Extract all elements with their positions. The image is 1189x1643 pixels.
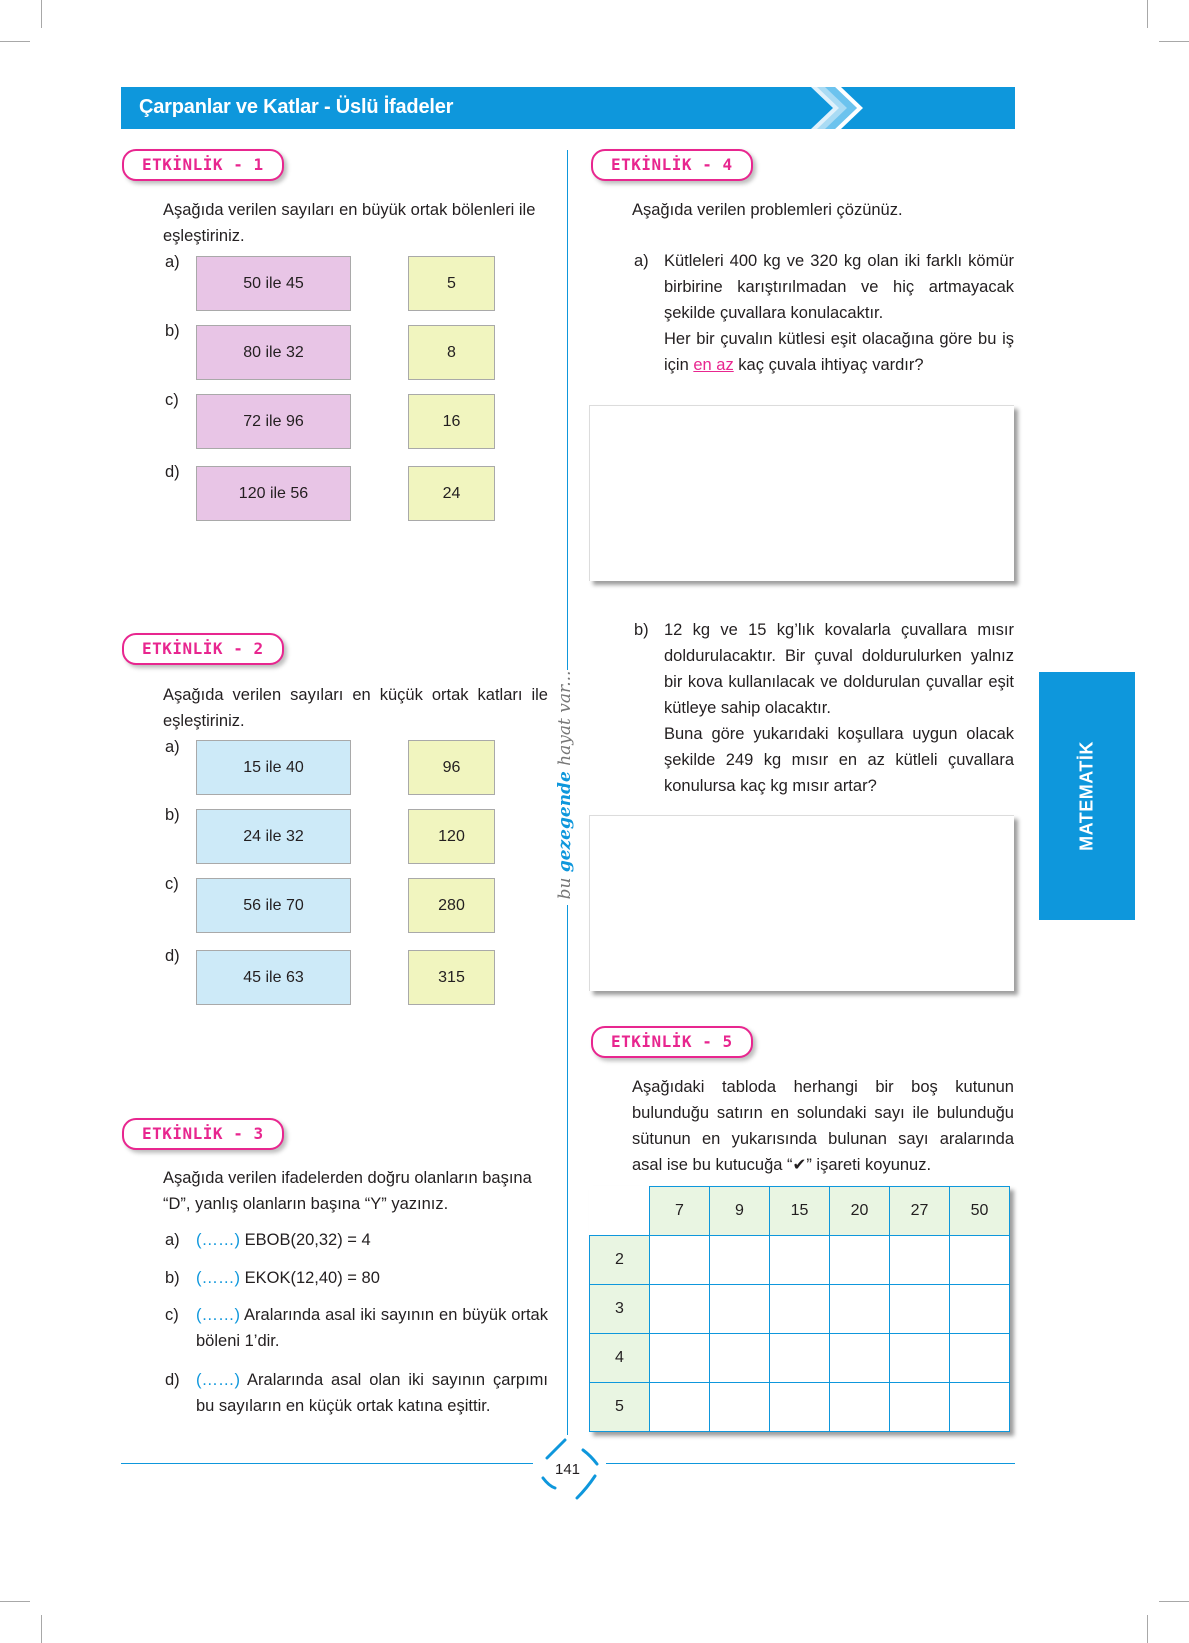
activity-5-instruction: Aşağıdaki tabloda herhangi bir boş kutunun bulunduğu satırın en solundaki sayı ile bulunduğu sütunun en yukarısında bulunan sayı aralarında asal ise bu kutucuğa “✔” işareti koyunuz. — [632, 1078, 1014, 1174]
row-header: 3 — [590, 1285, 650, 1334]
column-header: 50 — [950, 1187, 1010, 1236]
column-header: 15 — [770, 1187, 830, 1236]
footer-rule — [606, 1463, 1015, 1464]
check-cell[interactable] — [650, 1383, 710, 1432]
problem-a-answer-area[interactable] — [589, 405, 1014, 581]
pair-box: 120 ile 56 — [196, 466, 351, 521]
item-label: b) — [165, 1269, 180, 1287]
item-label: b) — [165, 322, 180, 340]
statement-b: (……) EKOK(12,40) = 80 — [196, 1269, 380, 1287]
table-header-row — [590, 1187, 1010, 1236]
check-cell[interactable] — [650, 1334, 710, 1383]
crop-mark — [41, 1615, 42, 1643]
chapter-header — [121, 87, 1015, 129]
page-number: 141 — [555, 1461, 581, 1478]
answer-blank[interactable]: (……) — [196, 1231, 240, 1249]
crop-mark — [0, 41, 30, 42]
subject-side-tab — [1039, 672, 1135, 920]
table-row — [590, 1334, 1010, 1383]
check-cell[interactable] — [770, 1285, 830, 1334]
activity-3-instruction: Aşağıda verilen ifadelerden doğru olanların başına “D”, yanlış olanların başına “Y” yazınız. — [163, 1169, 532, 1213]
activity-2-title: ETKİNLİK - 2 — [122, 633, 284, 665]
check-cell[interactable] — [830, 1334, 890, 1383]
answer-blank[interactable]: (……) — [196, 1371, 240, 1389]
pair-box: 56 ile 70 — [196, 878, 351, 933]
check-cell[interactable] — [950, 1383, 1010, 1432]
answer-box: 120 — [408, 809, 495, 864]
column-header: 9 — [710, 1187, 770, 1236]
check-cell[interactable] — [890, 1236, 950, 1285]
answer-box: 315 — [408, 950, 495, 1005]
check-cell[interactable] — [950, 1236, 1010, 1285]
pair-box: 72 ile 96 — [196, 394, 351, 449]
item-label: d) — [165, 1371, 180, 1389]
check-cell[interactable] — [710, 1334, 770, 1383]
row-header: 5 — [590, 1383, 650, 1432]
statement-d: (……) Aralarında asal olan iki sayının çarpımı bu sayıların en küçük ortak katına eşittir. — [196, 1371, 548, 1415]
activity-2-instruction: Aşağıda verilen sayıları en küçük ortak katları ile eşleştiriniz. — [163, 686, 548, 730]
answer-blank[interactable]: (……) — [196, 1306, 240, 1324]
check-cell[interactable] — [830, 1285, 890, 1334]
chapter-title: Çarpanlar ve Katlar - Üslü İfadeler — [139, 96, 454, 118]
activity-1-title: ETKİNLİK - 1 — [122, 149, 284, 181]
pair-box: 15 ile 40 — [196, 740, 351, 795]
check-cell[interactable] — [650, 1285, 710, 1334]
item-label: c) — [165, 1306, 179, 1324]
pair-box: 50 ile 45 — [196, 256, 351, 311]
statement-c: (……) Aralarında asal iki sayının en büyük ortak böleni 1’dir. — [196, 1306, 548, 1350]
check-cell[interactable] — [890, 1334, 950, 1383]
crop-mark — [41, 0, 42, 28]
item-label: a) — [634, 252, 649, 270]
check-cell[interactable] — [830, 1236, 890, 1285]
item-label: a) — [165, 1231, 180, 1249]
check-cell[interactable] — [770, 1383, 830, 1432]
column-header: 27 — [890, 1187, 950, 1236]
statement-a: (……) EBOB(20,32) = 4 — [196, 1231, 371, 1249]
answer-blank[interactable]: (……) — [196, 1269, 240, 1287]
coprime-table — [589, 1186, 1010, 1432]
column-header: 20 — [830, 1187, 890, 1236]
table-row — [590, 1285, 1010, 1334]
crop-mark — [1159, 1601, 1189, 1602]
activity-4-instruction: Aşağıda verilen problemleri çözünüz. — [632, 201, 903, 219]
activity-3-title: ETKİNLİK - 3 — [122, 1118, 284, 1150]
footer-rule — [121, 1463, 533, 1464]
check-cell[interactable] — [950, 1334, 1010, 1383]
item-label: a) — [165, 253, 180, 271]
check-cell[interactable] — [830, 1383, 890, 1432]
item-label: d) — [165, 463, 180, 481]
table-row — [590, 1236, 1010, 1285]
check-cell[interactable] — [650, 1236, 710, 1285]
row-header: 4 — [590, 1334, 650, 1383]
answer-box: 16 — [408, 394, 495, 449]
answer-box: 96 — [408, 740, 495, 795]
answer-box: 5 — [408, 256, 495, 311]
item-label: c) — [165, 391, 179, 409]
crop-mark — [1159, 41, 1189, 42]
check-cell[interactable] — [710, 1236, 770, 1285]
row-header: 2 — [590, 1236, 650, 1285]
column-header: 7 — [650, 1187, 710, 1236]
check-cell[interactable] — [890, 1383, 950, 1432]
double-chevron-icon — [811, 87, 901, 129]
answer-box: 280 — [408, 878, 495, 933]
answer-box: 24 — [408, 466, 495, 521]
activity-1-instruction: Aşağıda verilen sayıları en büyük ortak bölenleri ile eşleştiriniz. — [163, 201, 536, 245]
item-label: c) — [165, 875, 179, 893]
answer-box: 8 — [408, 325, 495, 380]
activity-5-title: ETKİNLİK - 5 — [591, 1026, 753, 1058]
check-cell[interactable] — [890, 1285, 950, 1334]
problem-b-answer-area[interactable] — [589, 815, 1014, 991]
check-cell[interactable] — [950, 1285, 1010, 1334]
table-row — [590, 1383, 1010, 1432]
check-cell[interactable] — [710, 1383, 770, 1432]
problem-a-text: Kütleleri 400 kg ve 320 kg olan iki farklı kömür birbirine karıştırılmadan ve hiç artmayacak şekilde çuvallara konulacaktır. Her bir çuvalın kütlesi eşit olacağına göre bu iş için en az kaç çuvala ihtiyaç vardır? — [664, 252, 1014, 374]
subject-label: MATEMATİK — [1076, 741, 1097, 851]
pair-box: 45 ile 63 — [196, 950, 351, 1005]
crop-mark — [0, 1601, 30, 1602]
item-label: b) — [634, 621, 649, 639]
pair-box: 24 ile 32 — [196, 809, 351, 864]
item-label: a) — [165, 738, 180, 756]
item-label: b) — [165, 806, 180, 824]
crop-mark — [1147, 1615, 1148, 1643]
check-cell[interactable] — [710, 1285, 770, 1334]
check-cell[interactable] — [770, 1236, 830, 1285]
problem-b-text: 12 kg ve 15 kg’lık kovalarla çuvallara mısır doldurulacaktır. Bir çuval doldurulurken yalnız bir kova kullanılacak ve doldurulan çuvallar eşit kütleye sahip olacaktır. Buna göre yukarıdaki koşullara uygun olacak şekilde 249 kg mısır en az kütleli çuvallara konulursa kaç kg mısır artar? — [664, 621, 1014, 795]
slogan-text: bu gezegende hayat var... — [555, 670, 575, 900]
column-divider — [567, 905, 568, 1435]
activity-4-title: ETKİNLİK - 4 — [591, 149, 753, 181]
table-corner — [590, 1187, 650, 1236]
pair-box: 80 ile 32 — [196, 325, 351, 380]
crop-mark — [1147, 0, 1148, 28]
item-label: d) — [165, 947, 180, 965]
column-divider — [567, 150, 568, 670]
check-cell[interactable] — [770, 1334, 830, 1383]
